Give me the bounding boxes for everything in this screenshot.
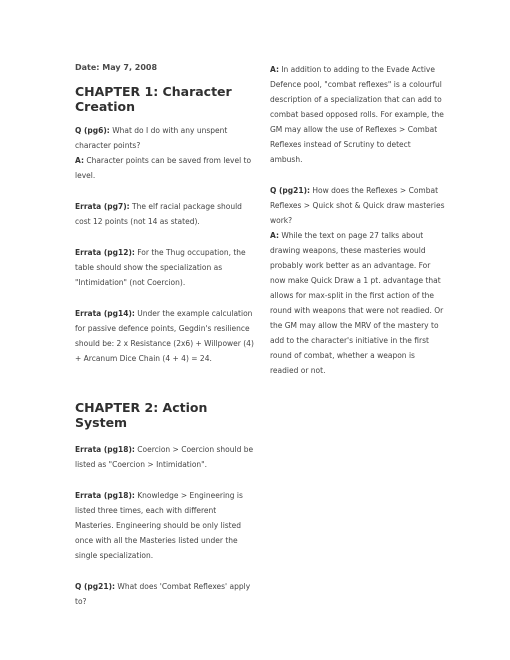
faq-question [75, 123, 255, 153]
entry-label: Errata (pg18): [75, 445, 135, 454]
entry-text: For the Thug occupation, the table should show the specialization as "Intimidation" (not Coercion). [75, 248, 246, 287]
entry-text: What do I do with any unspent character points? [75, 126, 228, 150]
entry-text: How does the Reflexes > Combat Reflexes > Quick shot & Quick draw masteries work? [270, 186, 445, 225]
entry-label: Q (pg21): [75, 582, 116, 591]
entry-label: Q (pg6): [75, 126, 110, 135]
entry-text: The elf racial package should cost 12 points (not 14 as stated). [75, 202, 242, 226]
entry-text: Knowledge > Engineering is listed three times, each with different Masteries. Engineering should be only listed once with all the Masteries listed under the single specialization. [75, 491, 243, 560]
errata-entry [75, 488, 255, 563]
entry-label: Errata (pg12): [75, 248, 135, 257]
entry-text: In addition to adding to the Evade Active Defence pool, "combat reflexes" is a colourful description of a specialization that can add to combat based opposed rolls. For example, the GM may allow the use of Reflexes > Combat Reflexes instead of Scrutiny to detect ambush. [270, 65, 444, 164]
document-date: Date: May 7, 2008 [75, 63, 158, 72]
errata-entry [75, 199, 255, 229]
chapter2-heading: CHAPTER 2: Action System [75, 400, 208, 430]
entry-label: A: [270, 231, 279, 240]
left-column [75, 62, 255, 625]
faq-answer [75, 153, 255, 183]
entry-label: Errata (pg18): [75, 491, 135, 500]
errata-entry [75, 245, 255, 290]
entry-text: While the text on page 27 talks about drawing weapons, these masteries would probably work better as an advantage. For now make Quick Draw a 1 pt. advantage that allows for max-split in the first action of the round with weapons that were not readied. Or the GM may allow the MRV of the mastery to add to the character's initiative in the first round of combat, whether a weapon is readied or not. [270, 231, 444, 375]
chapter1-heading: CHAPTER 1: Character Creation [75, 84, 232, 114]
faq-question [270, 183, 445, 228]
entry-text: What does 'Combat Reflexes' apply to? [75, 582, 251, 606]
faq-answer [270, 228, 445, 378]
entry-text: Under the example calculation for passive defence points, Gegdin's resilience should be: 2 x Resistance (2x6) + Willpower (4) + Arcanum Dice Chain (4 + 4) = 24. [75, 309, 254, 363]
errata-entry [75, 306, 255, 366]
entry-label: Errata (pg7): [75, 202, 130, 211]
entry-label: Errata (pg14): [75, 309, 135, 318]
entry-text: Character points can be saved from level to level. [75, 156, 252, 180]
entry-label: Q (pg21): [270, 186, 311, 195]
faq-answer [270, 62, 445, 167]
faq-question [75, 579, 255, 609]
right-column [270, 62, 445, 394]
entry-label: A: [75, 156, 84, 165]
entry-label: A: [270, 65, 279, 74]
errata-entry [75, 442, 255, 472]
entry-text: Coercion > Coercion should be listed as "Coercion > Intimidation". [75, 445, 254, 469]
